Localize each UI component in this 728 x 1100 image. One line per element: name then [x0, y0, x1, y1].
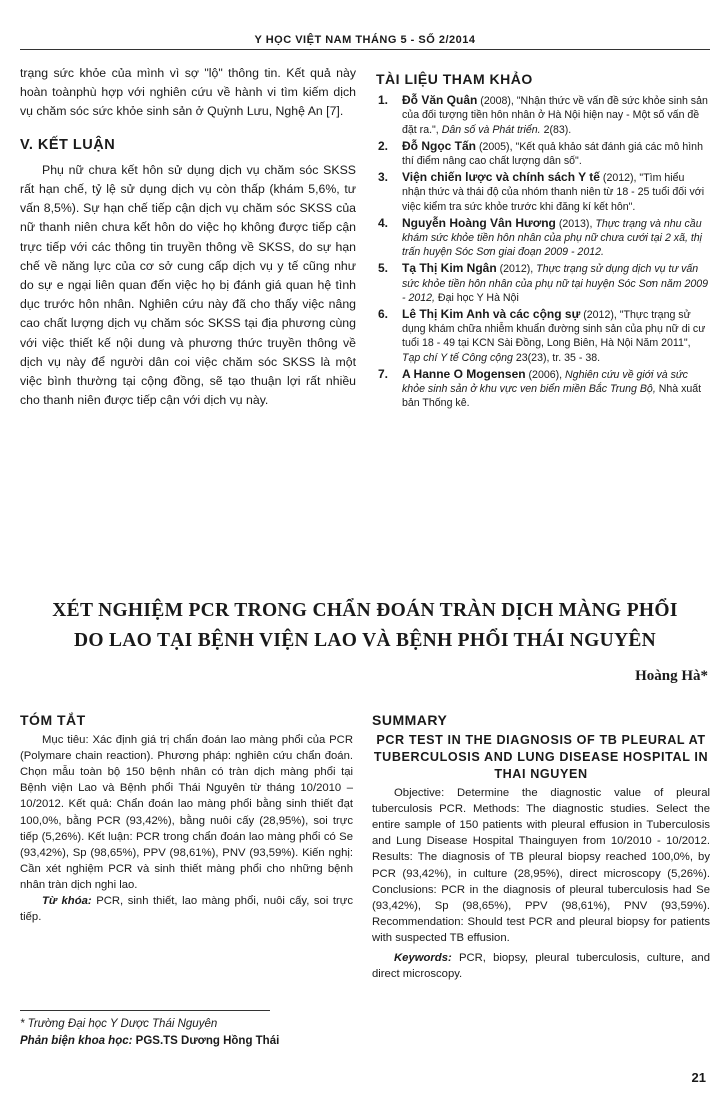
article-title — [20, 596, 710, 656]
reference-item: 1. Đỗ Văn Quân (2008), "Nhận thức về vấn đề sức khỏe sinh sản của đối tượng tiền hôn nhân ở Hà Nội hiện nay - Một số vấn đề đặt ra.", Dân số và Phát triển. 2(83). — [378, 93, 708, 136]
footnotes — [20, 1016, 279, 1050]
keywords-label: Keywords: — [394, 952, 452, 965]
reference-list — [376, 93, 710, 410]
reviewer-line: Phản biện khoa học: PGS.TS Dương Hồng Thái — [20, 1035, 280, 1047]
journal-running-header: Y HỌC VIỆT NAM THÁNG 5 - SỐ 2/2014 — [20, 34, 710, 50]
conclusion-paragraph: Phụ nữ chưa kết hôn sử dụng dịch vụ chăm sóc SKSS rất hạn chế, tỷ lệ sử dụng dịch vụ còn thấp (khám 5,6%, tư vấn 8,5%). Sự hạn chế tiếp cận dịch vụ chăm sóc SKSS của nữ thanh niên chưa kết hôn do việc họ không được tiếp cận trực tiếp với các thông tin truyền thông về SKSS, do sự hạn chế về năng lực của cơ sở cung cấp dịch vụ y tế cũng như do sự e ngại liên quan đến việc họ bị đánh giá quan hệ tình dục trước hôn nhân. Nghiên cứu này đã cho thấy việc nâng cao chất lượng dịch vụ chăm sóc SKSS tại địa phương cùng với việc thiết kế nội dung và phương thức truyền thông về dịch vụ này để người dân coi việc chăm sóc SKSS là một việc bình thường tại cộng đồng, sẽ tạo thuận lợi rất nhiều cho thanh niên được tiếp cận với dịch vụ này. — [20, 162, 356, 408]
abstract-english — [372, 712, 710, 982]
abstract-en-title: PCR TEST IN THE DIAGNOSIS OF TB PLEURAL AT TUBERCULOSIS AND LUNG DISEASE HOSPITAL IN THAI NGUYEN — [373, 733, 709, 782]
reference-item: 3. Viện chiến lược và chính sách Y tế (2012), "Tìm hiểu nhận thức và thái độ của nhóm thanh niên từ 18 - 25 tuổi đối với việc kiểm tra sức khỏe trước khi đăng kí kết hôn". — [378, 170, 705, 213]
article-title-line-1: XÉT NGHIỆM PCR TRONG CHẨN ĐOÁN TRÀN DỊCH MÀNG PHỔI — [52, 600, 678, 621]
abstract-vietnamese — [20, 712, 353, 925]
reference-item: 2. Đỗ Ngọc Tấn (2005), "Kết quả khảo sát đánh giá các mô hình thí điểm nâng cao chất lượng dân số". — [378, 138, 703, 168]
page-number: 21 — [691, 1070, 706, 1085]
references-column — [376, 70, 710, 412]
conclusion-heading: V. KẾT LUẬN — [20, 136, 116, 153]
references-heading: TÀI LIỆU THAM KHẢO — [376, 71, 533, 87]
abstract-vi-heading: TÓM TẮT — [20, 712, 86, 728]
abstract-en-text: Objective: Determine the diagnostic value of pleural tuberculosis PCR. Methods: The diagnostic studies. Select the entire sample of 150 patients with pleural effusion in Tuberculosis and Lung Disease Hospital Thainguyen from 10/2010 - 10/2012. Results: The diagnosis of TB pleural biopsy reached 100,0%, by PCR (93,42%), in culture (28,95%), direct microscopy (5,26%). Conclusions: PCR in the diagnosis of pleural tuberculosis had Se (93,42%), Sp (98,65%), PPV (98,61%), PNV (93,59%). Recommendation: Should test PCR and pleural biopsy for patients with suspected TB effusion. — [372, 787, 710, 944]
article-title-line-2: DO LAO TẠI BỆNH VIỆN LAO VÀ BỆNH PHỔI THÁI NGUYÊN — [73, 630, 657, 651]
reference-item: 5. Tạ Thị Kim Ngân (2012), Thực trạng sử dụng dịch vụ tư vấn sức khỏe tiền hôn nhân của phụ nữ tại huyện Sóc Sơn năm 2009 - 2012, Đại học Y Hà Nội — [378, 261, 709, 304]
continued-paragraph: trạng sức khỏe của mình vì sợ "lộ" thông tin. Kết quả này hoàn toànphù hợp với nghiên cứu về hành vi tìm kiếm dịch vụ chăm sóc sức khỏe sinh sản ở Quỳnh Lưu, Nghệ An [7]. — [20, 66, 356, 119]
abstract-vi-text: Mục tiêu: Xác định giá trị chẩn đoán lao màng phổi của PCR (Polymare chain reaction). Phương pháp: nghiên cứu chẩn đoán. Chọn mẫu toàn bộ 150 bệnh nhân có tràn dịch màng phổi tại Bệnh viện Lao và Bệnh phổi Thái Nguyên từ tháng 10/2010 – 10/2012. Kết quả: Chẩn đoán lao màng phổi bằng sinh thiết đạt 100,0%, bằng PCR (93,42%), bằng nuôi cấy (28,95%), soi trực tiếp (5,26%). Kết luận: PCR trong chẩn đoán lao màng phổi có Se (93,42%), Sp (98,65%), PPV (98,61%), PNV (93,59%). Kiến nghị: Cần xét nghiệm PCR và sinh thiết màng phổi cho những bệnh nhân tràn dịch nghi lao. — [20, 734, 353, 891]
reviewer-label: Phản biện khoa học: — [20, 1035, 133, 1047]
keywords-label: Từ khóa: — [42, 895, 92, 908]
abstract-en-keywords: Keywords: PCR, biopsy, pleural tuberculosis, culture, and direct microscopy. — [372, 952, 710, 981]
article-author: Hoàng Hà* — [635, 668, 708, 684]
reference-item: 6. Lê Thị Kim Anh và các cộng sự (2012), "Thực trạng sử dụng khám chữa nhiễm khuẩn đường sinh sản của phụ nữ di cư tuổi 18 - 49 tại KCN Sài Đồng, Long Biên, Hà Nội Năm 2011", Tạp chí Y tế Công cộng 23(23), tr. 35 - 38. — [378, 307, 706, 364]
footnote-divider — [20, 1010, 270, 1011]
reference-item: 4. Nguyễn Hoàng Vân Hương (2013), Thực trạng và nhu cầu khám sức khỏe tiền hôn nhân của phụ nữ chưa cưới tại 2 xã, thị trấn huyện Sóc Sơn giai đoạn 2009 - 2012. — [378, 215, 703, 259]
abstract-en-heading: SUMMARY — [372, 712, 448, 728]
reference-item: 7. A Hanne O Mogensen (2006), Nghiên cứu về giới và sức khỏe sinh sản ở khu vực ven biển miền Bắc Trung Bộ, Nhà xuất bản Thống kê. — [378, 366, 702, 410]
left-text-column — [20, 64, 356, 410]
abstract-vi-keywords: Từ khóa: PCR, sinh thiết, lao màng phổi, nuôi cấy, soi trực tiếp. — [20, 895, 354, 924]
author-affiliation: * Trường Đại học Y Dược Thái Nguyên — [20, 1018, 218, 1030]
